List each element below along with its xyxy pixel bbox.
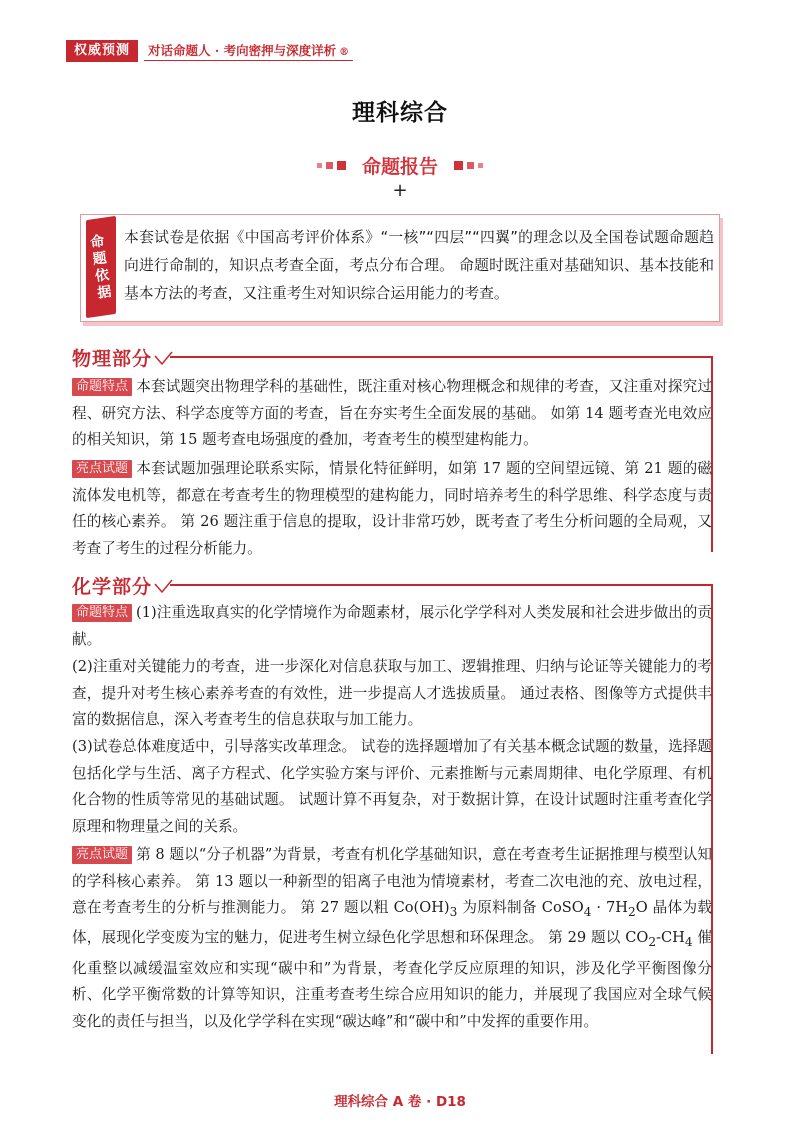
report-heading: [0, 152, 800, 179]
physics-heading-text: 物理部分: [72, 348, 153, 370]
heading-check-icon: [152, 348, 174, 368]
report-label: 命题报告: [361, 156, 438, 178]
left-square-decoration-icon: [315, 161, 348, 170]
physics-highlight-tag: 亮点试题: [72, 460, 132, 478]
chemistry-feature-paragraph: 命题特点 (1)注重选取真实的化学情境作为命题素材，展示化学学科对人类发展和社会进步做出的贡献。: [72, 604, 712, 648]
page-footer: 理科综合 A 卷 · D18: [334, 1094, 466, 1110]
chemistry-heading-text: 化学部分: [72, 576, 153, 598]
header-tagline: 对话命题人 · 考向密押与深度详析 ®: [144, 41, 353, 61]
chemistry-heading-rule: [170, 584, 712, 586]
header-badge: 权威预测: [66, 40, 138, 62]
physics-highlight-paragraph: 亮点试题 本套试题加强理论联系实际，情景化特征鲜明，如第 17 题的空间望远镜、第 21 题的磁流体发电机等，都意在考查考生的物理模型的建构能力，同时培养考生的科学思维、科学态度与责任的核心素养。 第 26 题注重于信息的提取，设计非常巧妙，既考查了考生分析问题的全局观，又考查了考生的过程分析能力。: [72, 460, 712, 557]
chemistry-highlight-paragraph: 亮点试题 第 8 题以“分子机器”为背景，考查有机化学基础知识，意在考查考生证据推理与模型认知的学科核心素养。 第 13 题以一种新型的铝离子电池为情境素材，考查二次电池的充、放电过程，意在考查考生的分析与推测能力。 第 27 题以粗 $Co(OH)_3$ 为原料制备 CoSO$_4$ · $7H_2O$ 晶体为载体，展现化学变废为宝的魅力，促进考生树立绿色化学思想和环保理念。 第 29 题以 $CO_2-CH_4$ 催化重整以减缓温室效应和实现“碳中和”为背景，考查化学反应原理的知识，涉及化学平衡图像分析、化学平衡常数的计算等知识，注重考查考生综合应用知识的能力，并展现了我国应对全球气候变化的责任与担当，以及化学学科在实现“碳达峰”和“碳中和”中发挥的重要作用。: [72, 846, 712, 1030]
plus-mark: +: [392, 180, 408, 201]
physics-heading-rule: [170, 356, 712, 358]
physics-feature-paragraph: 命题特点 本套试题突出物理学科的基础性，既注重对核心物理概念和规律的考查，又注重对探究过程、研究方法、科学态度等方面的考查，旨在夯实考生全面发展的基础。 如第 14 题考查光电效应的相关知识，第 15 题考查电场强度的叠加，考查考生的模型建构能力。: [72, 378, 712, 448]
page-header: [66, 40, 353, 62]
right-square-decoration-icon: [452, 161, 485, 170]
heading-check-icon: [152, 576, 174, 596]
page-title: 理科综合: [352, 100, 448, 126]
chemistry-highlight-tag: 亮点试题: [72, 846, 132, 864]
basis-tag: 命题依据: [89, 233, 113, 302]
registered-mark: ®: [339, 47, 350, 58]
basis-text: 本套试卷是依据《中国高考评价体系》“一核”“四层”“四翼”的理念以及全国卷试题命题趋向进行命制的，知识点考查全面，考点分布合理。 命题时既注重对基础知识、基本技能和基本方法的考查，又注重考生对知识综合运用能力的考查。: [124, 229, 714, 302]
chemistry-feature-tag: 命题特点: [72, 604, 132, 622]
chemistry-point-3: (3)试卷总体难度适中，引导落实改革理念。 试卷的选择题增加了有关基本概念试题的数量，选择题包括化学与生活、离子方程式、化学实验方案与评价、元素推断与元素周期律、电化学原理、有机化合物的性质等常见的基础试题。 试题计算不再复杂，对于数据计算，在设计试题时注重考查化学原理和物理量之间的关系。: [72, 738, 712, 835]
physics-heading: [72, 344, 174, 371]
chemistry-point-2: (2)注重对关键能力的考查，进一步深化对信息获取与加工、逻辑推理、归纳与论证等关键能力的考查，提升对考生核心素养考查的有效性，进一步提高人才选拔质量。 通过表格、图像等方式提供丰富的数据信息，深入考查考生的信息获取与加工能力。: [72, 658, 712, 728]
chemistry-heading: [72, 572, 174, 599]
physics-feature-tag: 命题特点: [72, 378, 132, 396]
